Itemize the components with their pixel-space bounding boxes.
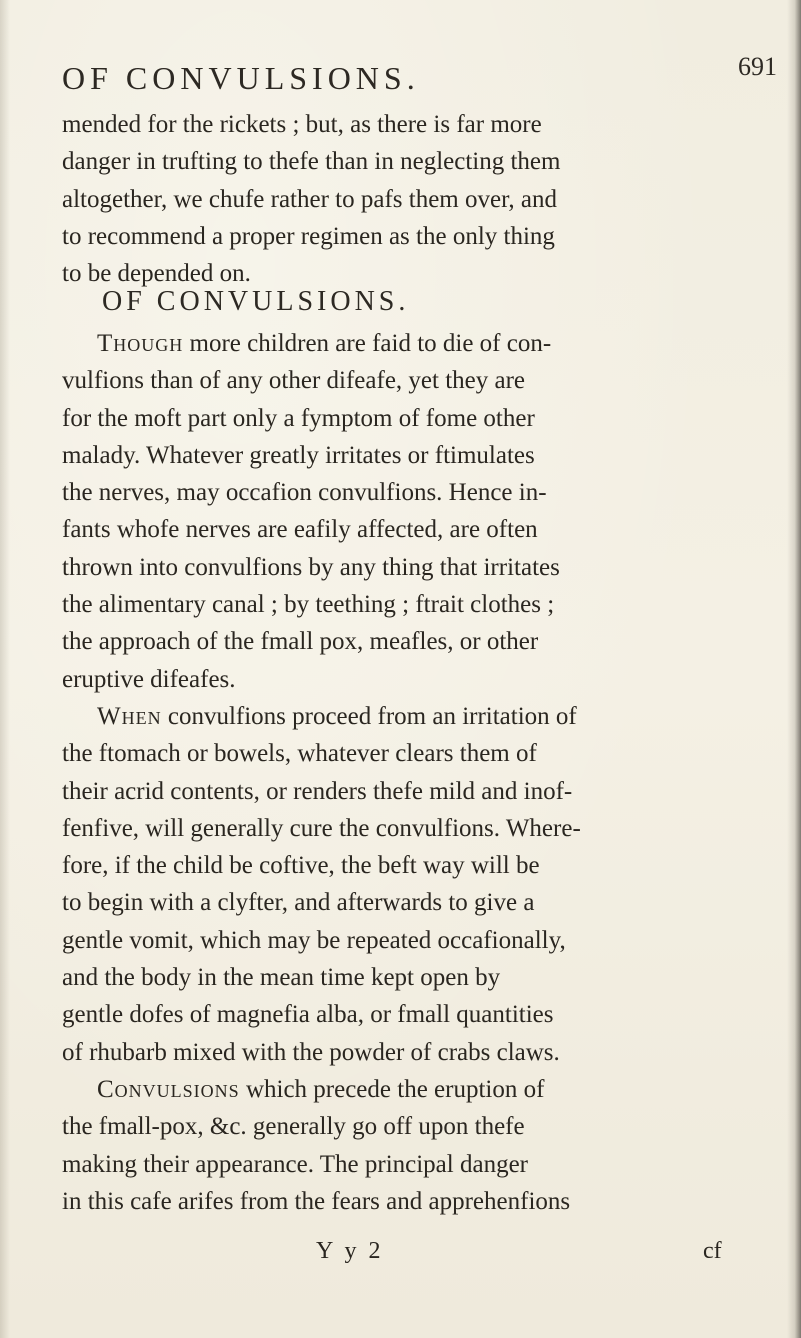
text-line: making their appearance. The principal danger (62, 1150, 528, 1178)
paragraph-lead-word: Though (97, 330, 184, 357)
text-line: their acrid contents, or renders thefe mild and inof- (62, 777, 573, 805)
text-line: the approach of the fmall pox, meafles, or other (62, 628, 539, 656)
text-line: danger in trufting to thefe than in neglecting them (62, 148, 561, 176)
text-line: altogether, we chufe rather to pafs them over, and (62, 185, 558, 213)
page-number: 691 (738, 52, 777, 81)
text-line: to recommend a proper regimen as the only thing (62, 222, 555, 250)
text-line: the nerves, may occafion convulfions. Hence in- (62, 479, 547, 507)
running-head: OF CONVULSIONS. (62, 60, 420, 96)
paragraph-first-line (62, 325, 762, 362)
catchword: cf (703, 1238, 722, 1264)
continued-paragraph (62, 106, 762, 292)
signature-mark: Y y 2 (316, 1238, 384, 1264)
text-line: gentle dofes of magnefia alba, or fmall quantities (62, 1001, 554, 1029)
paragraph-lead-word: Convulsions (97, 1075, 240, 1103)
paragraph-first-line (62, 698, 762, 735)
paragraph-first-line (62, 1071, 762, 1108)
text-fragment: more children are faid to die of con- (183, 330, 552, 357)
paragraph-lead-word: When (97, 702, 162, 730)
text-line: and the body in the mean time kept open by (62, 964, 501, 992)
section-body (62, 325, 762, 1220)
page-footer (0, 1238, 801, 1272)
text-fragment: convulfions proceed from an irritation of (161, 702, 577, 730)
section-heading: OF CONVULSIONS. (102, 286, 410, 317)
text-line: the ftomach or bowels, whatever clears them of (62, 740, 537, 768)
text-line: of rhubarb mixed with the powder of crabs claws. (62, 1038, 560, 1066)
text-line: the alimentary canal ; by teething ; ftrait clothes ; (62, 591, 555, 619)
text-line: the fmall-pox, &c. generally go off upon thefe (62, 1113, 525, 1141)
text-line: to be depended on. (62, 260, 251, 288)
page-edge-shadow (787, 0, 801, 1338)
text-line: for the moft part only a fymptom of fome other (62, 404, 535, 432)
text-line: malady. Whatever greatly irritates or ftimulates (62, 441, 535, 469)
text-line: gentle vomit, which may be repeated occafionally, (62, 926, 566, 954)
text-line: mended for the rickets ; but, as there is far more (62, 111, 542, 138)
text-line: fenfive, will generally cure the convulfions. Where- (62, 814, 581, 842)
page-gutter-shadow (0, 0, 10, 1338)
text-line: in this cafe arifes from the fears and apprehenfions (62, 1187, 571, 1215)
text-line: eruptive difeafes. (62, 665, 236, 693)
text-line: fore, if the child be coftive, the beft way will be (62, 852, 540, 880)
text-line: thrown into convulfions by any thing that irritates (62, 553, 560, 581)
text-line: vulfions than of any other difeafe, yet they are (62, 367, 526, 395)
text-line: to begin with a clyfter, and afterwards to give a (62, 889, 535, 917)
text-line: fants whofe nerves are eafily affected, are often (62, 516, 538, 544)
text-fragment: which precede the eruption of (239, 1075, 545, 1103)
